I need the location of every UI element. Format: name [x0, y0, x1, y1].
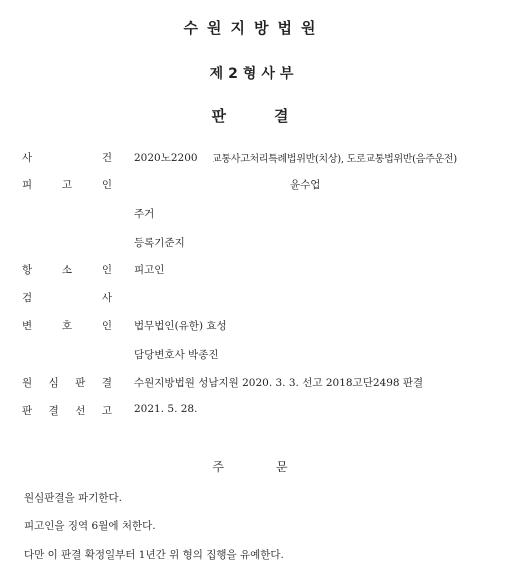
prosecutor-label: 검 사 — [22, 292, 112, 304]
counsel-row — [0, 318, 508, 338]
appellant-value: 피고인 — [134, 264, 165, 276]
order-line: 원심판결을 파기한다. — [24, 492, 122, 504]
order-line: 피고인을 징역 6월에 처한다. — [24, 520, 156, 532]
verdict-date: 2021. 5. 28. — [134, 403, 198, 415]
defendant-name: 윤수업 — [290, 179, 321, 191]
counsel-attorney: 담당변호사 박종진 — [134, 349, 219, 361]
division-name: 제2형사부 — [209, 66, 299, 82]
counsel-firm: 법무법인(유한) 효성 — [134, 320, 227, 332]
address-label: 주거 — [134, 208, 155, 220]
document-title: 판결 — [211, 107, 337, 125]
appellant-label: 항 소 인 — [22, 264, 112, 276]
case-name: 교통사고처리특례법위반(치상), 도로교통법위반(음주운전) — [212, 154, 457, 165]
counsel-label: 변 호 인 — [22, 320, 112, 332]
defendant-row — [0, 177, 508, 197]
prosecutor-row — [0, 290, 508, 310]
defendant-label: 피 고 인 — [22, 179, 112, 191]
case-label: 사 건 — [22, 152, 112, 164]
original-judgment-label: 원 심 판 결 — [22, 377, 112, 389]
appellant-row — [0, 262, 508, 282]
verdict-date-row — [0, 403, 508, 423]
case-number: 2020노2200 — [134, 152, 198, 164]
registry-label: 등록기준지 — [134, 237, 185, 249]
original-judgment-value: 수원지방법원 성남지원 2020. 3. 3. 선고 2018고단2498 판결 — [134, 377, 424, 389]
verdict-date-label: 판 결 선 고 — [22, 405, 112, 417]
court-name: 수원지방법원 — [183, 19, 325, 37]
order-line: 다만 이 판결 확정일부터 1년간 위 형의 집행을 유예한다. — [24, 549, 284, 561]
case-row — [0, 150, 508, 170]
original-judgment-row — [0, 375, 508, 395]
order-title: 주문 — [212, 460, 340, 474]
